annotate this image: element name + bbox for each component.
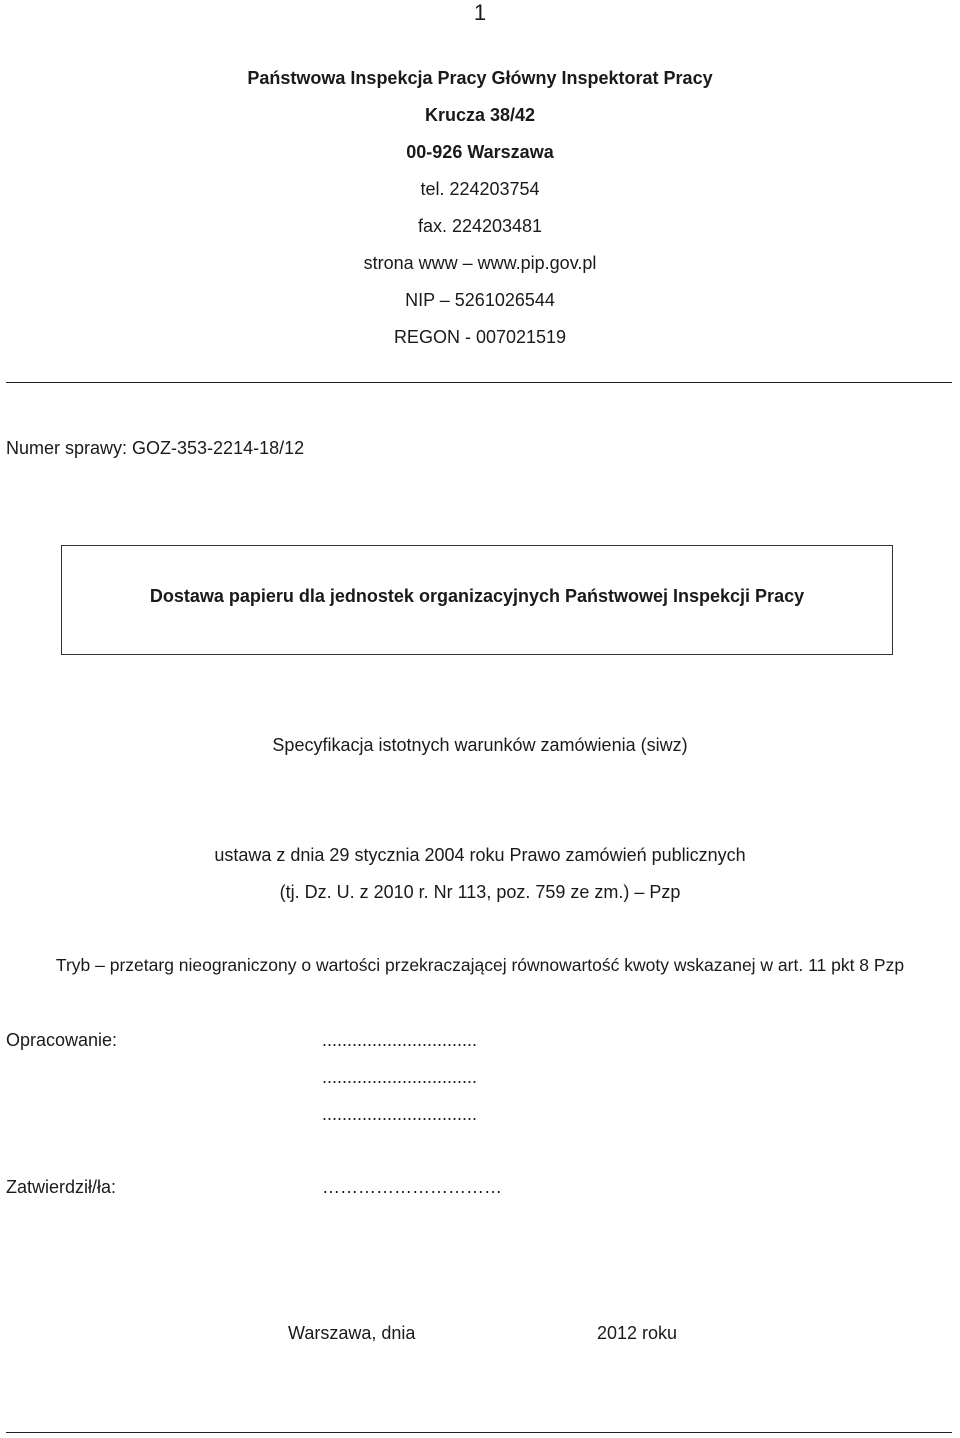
- prepared-label: Opracowanie:: [6, 1030, 118, 1050]
- case-number: Numer sprawy: GOZ-353-2214-18/12: [6, 438, 305, 458]
- footer-divider: [6, 1432, 952, 1433]
- year: 2012 roku: [597, 1323, 678, 1343]
- fax-number: fax. 224203481: [417, 216, 543, 236]
- place-date: Warszawa, dnia: [288, 1323, 416, 1343]
- law-reference-line1: ustawa z dnia 29 stycznia 2004 roku Prawo zamówień publicznych: [214, 845, 746, 865]
- specification-title: Specyfikacja istotnych warunków zamówienia (siwz): [272, 735, 688, 755]
- city-address: 00-926 Warszawa: [406, 142, 554, 162]
- page-number: 1: [473, 0, 487, 25]
- prepared-line: ...............................: [322, 1067, 478, 1087]
- regon-number: REGON - 007021519: [393, 327, 567, 347]
- phone-number: tel. 224203754: [420, 179, 540, 199]
- prepared-line: ...............................: [322, 1104, 478, 1124]
- nip-number: NIP – 5261026544: [405, 290, 555, 310]
- prepared-line: ...............................: [322, 1030, 478, 1050]
- procurement-mode: Tryb – przetarg nieograniczony o wartości przekraczającej równowartość kwoty wskazanej w art. 11 pkt 8 Pzp: [55, 955, 905, 975]
- approved-label: Zatwierdził/ła:: [6, 1177, 117, 1197]
- approved-line: …………………………: [322, 1177, 502, 1197]
- institution-name: Państwowa Inspekcja Pracy Główny Inspektorat Pracy: [247, 68, 713, 88]
- document-title: Dostawa papieru dla jednostek organizacyjnych Państwowej Inspekcji Pracy: [149, 586, 805, 606]
- header-divider: [6, 382, 952, 383]
- law-reference-line2: (tj. Dz. U. z 2010 r. Nr 113, poz. 759 ze zm.) – Pzp: [279, 882, 681, 902]
- website: strona www – www.pip.gov.pl: [363, 253, 597, 273]
- street-address: Krucza 38/42: [424, 105, 536, 125]
- title-box: [61, 545, 893, 655]
